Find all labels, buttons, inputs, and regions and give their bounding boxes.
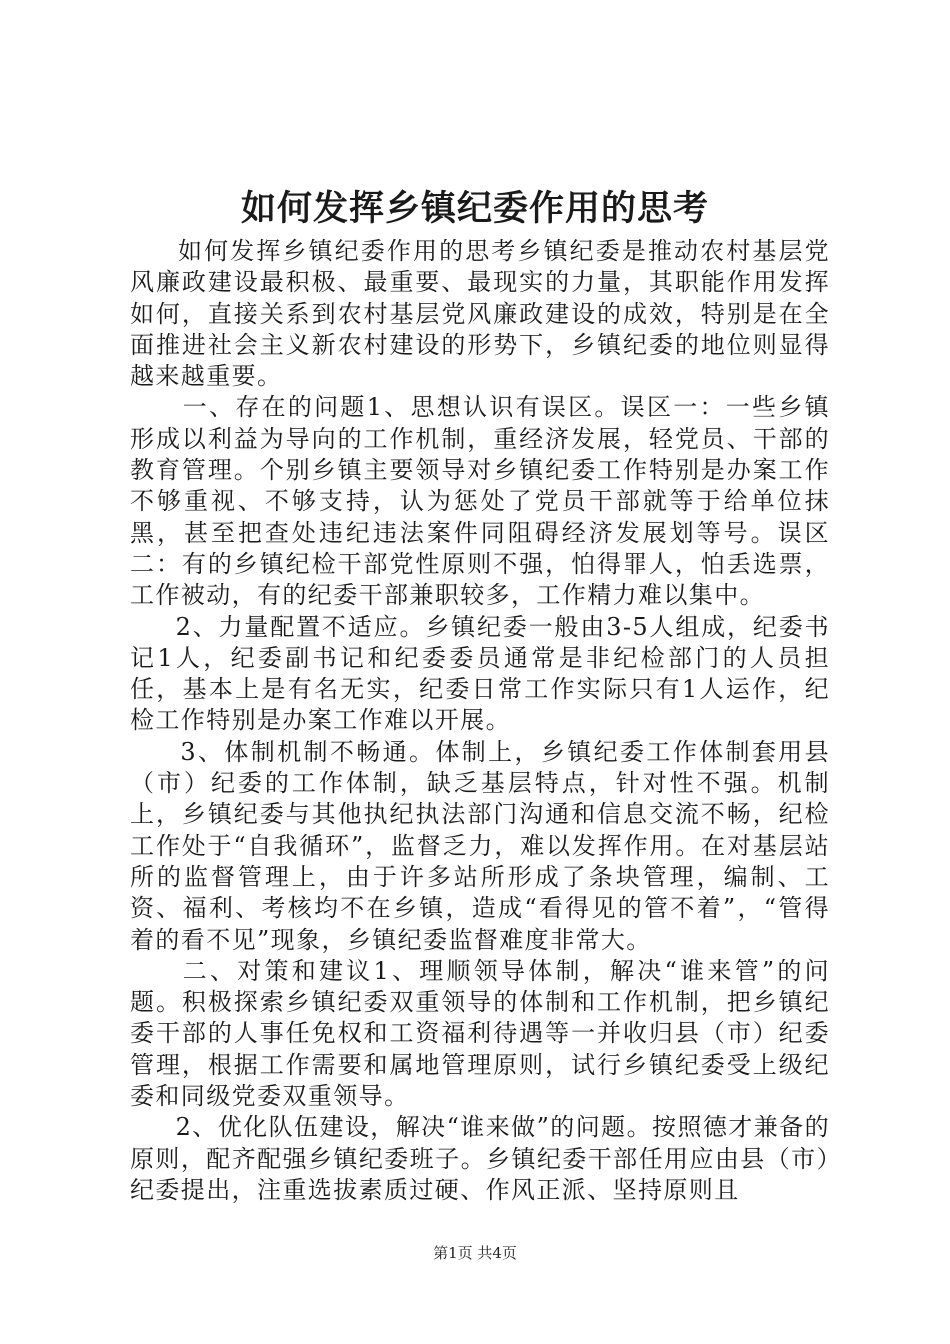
paragraph-problems-3: 3、体制机制不畅通。体制上，乡镇纪委工作体制套用县（市）纪委的工作体制，缺乏基层特点，针对性不强。机制上，乡镇纪委与其他执纪执法部门沟通和信息交流不畅，纪检工作处于“自我循环”，监督乏力，难以发挥作用。在对基层站所的监督管理上，由于许多站所形成了条块管理，编制、工资、福利、考核均不在乡镇，造成“看得见的管不着”，“管得着的看不见”现象，乡镇纪委监督难度非常大。	[130, 737, 830, 954]
paragraph-suggestions-1: 二、对策和建议1、理顺领导体制，解决“谁来管”的问题。积极探索乡镇纪委双重领导的体制和工作机制，把乡镇纪委干部的人事任免权和工资福利待遇等一并收归县（市）纪委管理，根据工作需要和属地管理原则，试行乡镇纪委受上级纪委和同级党委双重领导。	[130, 956, 830, 1111]
paragraph-intro: 如何发挥乡镇纪委作用的思考乡镇纪委是推动农村基层党风廉政建设最积极、最重要、最现实的力量，其职能作用发挥如何，直接关系到农村基层党风廉政建设的成效，特别是在全面推进社会主义新农村建设的形势下，乡镇纪委的地位则显得越来越重要。	[130, 237, 830, 391]
paragraph-suggestions-2: 2、优化队伍建设，解决“谁来做”的问题。按照德才兼备的原则，配齐配强乡镇纪委班子。乡镇纪委干部任用应由县（市）纪委提出，注重选拔素质过硬、作风正派、坚持原则且	[130, 1113, 830, 1204]
page-number-footer: 第1页 共4页	[433, 1244, 517, 1262]
paragraph-problems-2: 2、力量配置不适应。乡镇纪委一般由3-5人组成，纪委书记1人，纪委副书记和纪委委员通常是非纪检部门的人员担任，基本上是有名无实，纪委日常工作实际只有1人运作，纪检工作特别是办案工作难以开展。	[130, 612, 830, 735]
document-body	[130, 236, 830, 1206]
document-title: 如何发挥乡镇纪委作用的思考	[240, 188, 709, 229]
paragraph-problems-1: 一、存在的问题1、思想认识有误区。误区一：一些乡镇形成以利益为导向的工作机制，重经济发展，轻党员、干部的教育管理。个别乡镇主要领导对乡镇纪委工作特别是办案工作不够重视、不够支持，认为惩处了党员干部就等于给单位抹黑，甚至把查处违纪违法案件同阻碍经济发展划等号。误区二：有的乡镇纪检干部党性原则不强，怕得罪人，怕丢选票，工作被动，有的纪委干部兼职较多，工作精力难以集中。	[130, 393, 830, 610]
